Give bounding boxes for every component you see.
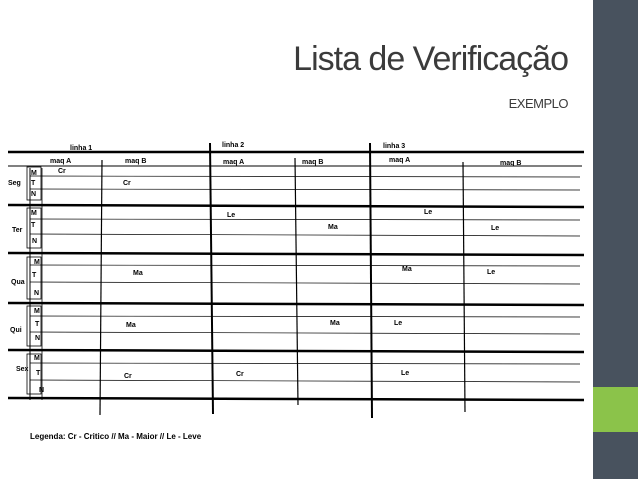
entry-cell: Le: [394, 320, 403, 327]
shift-label: M: [34, 308, 40, 315]
machine-header: maq A: [223, 159, 245, 166]
shift-label: N: [35, 335, 41, 342]
machine-header: maq A: [389, 157, 411, 164]
shift-label: T: [32, 272, 37, 279]
entry-cell: Cr: [58, 168, 66, 175]
entry-cell: Le: [227, 212, 236, 219]
shift-label: T: [36, 370, 41, 377]
day-label: Sex: [16, 366, 29, 373]
machine-header: maq B: [302, 159, 324, 166]
line-3-header: linha 3: [383, 143, 406, 150]
shift-label: T: [31, 180, 36, 187]
entry-cell: Le: [424, 209, 433, 216]
shift-label: M: [34, 355, 40, 362]
line-1-header: linha 1: [70, 145, 93, 152]
entry-cell: Ma: [126, 322, 136, 329]
shift-label: M: [34, 259, 40, 266]
entry-cell: Cr: [124, 373, 132, 380]
shift-label: N: [34, 290, 40, 297]
legend: Legenda: Cr - Critico // Ma - Maior // Le - Leve: [30, 432, 202, 441]
entry-cell: Ma: [402, 266, 412, 273]
shift-label: M: [31, 210, 37, 217]
slide-subtitle: EXEMPLO: [508, 96, 568, 111]
entry-cell: Cr: [123, 180, 131, 187]
entry-cell: Le: [491, 225, 500, 232]
shift-label: T: [35, 321, 40, 328]
machine-header: maq B: [500, 160, 522, 167]
entry-cell: Ma: [330, 320, 340, 327]
machine-header: maq B: [125, 158, 147, 165]
line-2-header: linha 2: [222, 142, 245, 149]
shift-label: N: [32, 238, 38, 245]
entry-cell: Ma: [328, 224, 338, 231]
shift-label: N: [31, 191, 37, 198]
shift-label: T: [31, 222, 36, 229]
machine-header: maq A: [50, 158, 72, 165]
shift-label: N: [39, 387, 45, 394]
entry-cell: Le: [487, 269, 496, 276]
day-label: Seg: [8, 180, 21, 187]
entry-cell: Ma: [133, 270, 143, 277]
day-label: Qui: [10, 327, 22, 334]
entry-cell: Le: [401, 370, 410, 377]
day-label: Qua: [11, 279, 25, 286]
shift-label: M: [31, 170, 37, 177]
day-label: Ter: [12, 227, 23, 234]
slide-title: Lista de Verificação: [293, 40, 568, 78]
entry-cell: Cr: [236, 371, 244, 378]
